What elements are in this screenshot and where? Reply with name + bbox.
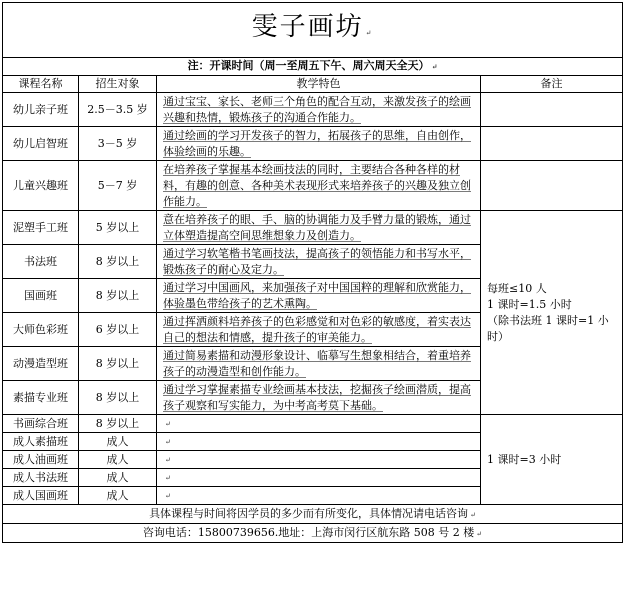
course-name: 成人书法班 <box>3 469 79 487</box>
course-name: 成人油画班 <box>3 451 79 469</box>
course-desc: ↵ <box>157 433 481 451</box>
footer-note: 具体课程与时间将因学员的多少而有所变化，具体情况请电话咨询 ↵ <box>3 505 623 524</box>
title-row <box>3 3 623 58</box>
course-desc: 通过绘画的学习开发孩子的智力，拓展孩子的思维，自由创作，体验绘画的乐趣。 <box>157 127 481 161</box>
course-desc: ↵ <box>157 469 481 487</box>
course-name: 国画班 <box>3 279 79 313</box>
table-row <box>3 211 623 245</box>
header-name: 课程名称 <box>3 76 79 93</box>
remark-empty <box>481 93 623 127</box>
course-name: 成人素描班 <box>3 433 79 451</box>
table-row <box>3 161 623 211</box>
course-desc: 通过学习中国画风，来加强孩子对中国国粹的理解和欣赏能力，体验墨色带给孩子的艺术熏陶。 <box>157 279 481 313</box>
footer-note-row <box>3 505 623 524</box>
course-age: 成人 <box>79 469 157 487</box>
course-age: 2.5－3.5 岁 <box>79 93 157 127</box>
course-age: 8 岁以上 <box>79 347 157 381</box>
course-age: 5－7 岁 <box>79 161 157 211</box>
remark-empty <box>481 127 623 161</box>
course-desc: ↵ <box>157 415 481 433</box>
note-row <box>3 58 623 76</box>
header-age: 招生对象 <box>79 76 157 93</box>
course-age: 成人 <box>79 433 157 451</box>
course-desc: 通过学习软笔楷书笔画技法，提高孩子的领悟能力和书写水平，锻炼孩子的耐心及定力。 <box>157 245 481 279</box>
header-row <box>3 76 623 93</box>
schedule-note: 注：开课时间（周一至周五下午、周六周天全天） ↵ <box>3 58 623 76</box>
course-desc: ↵ <box>157 451 481 469</box>
remark-lesson-length: 1 课时=1.5 小时 <box>487 297 572 311</box>
remark-lower: 1 课时=3 小时 <box>481 415 623 505</box>
course-age: 6 岁以上 <box>79 313 157 347</box>
remark-upper <box>481 211 623 415</box>
course-age: 8 岁以上 <box>79 415 157 433</box>
course-name: 泥塑手工班 <box>3 211 79 245</box>
course-age: 成人 <box>79 487 157 505</box>
course-desc: 通过挥洒颜料培养孩子的色彩感觉和对色彩的敏感度，着实表达自己的想法和情感，提升孩子的审美能力。 <box>157 313 481 347</box>
header-desc: 教学特色 <box>157 76 481 93</box>
contact-row <box>3 524 623 543</box>
course-name: 书法班 <box>3 245 79 279</box>
course-age: 8 岁以上 <box>79 381 157 415</box>
course-name: 书画综合班 <box>3 415 79 433</box>
table-row <box>3 415 623 433</box>
course-name: 幼儿启智班 <box>3 127 79 161</box>
course-age: 3－5 岁 <box>79 127 157 161</box>
remark-class-size: 每班≤10 人 <box>487 281 547 295</box>
course-desc: ↵ <box>157 487 481 505</box>
table-row <box>3 127 623 161</box>
course-age: 8 岁以上 <box>79 279 157 313</box>
course-name: 大师色彩班 <box>3 313 79 347</box>
remark-empty <box>481 161 623 211</box>
course-name: 动漫造型班 <box>3 347 79 381</box>
course-table <box>2 2 623 543</box>
header-remark: 备注 <box>481 76 623 93</box>
course-name: 素描专业班 <box>3 381 79 415</box>
course-desc: 在培养孩子掌握基本绘画技法的同时，主要结合各种各样的材料，有趣的创意、各种美术表现形式来培养孩子的兴趣及独立创作能力。 <box>157 161 481 211</box>
course-desc: 通过简易素描和动漫形象设计、临摹写生想象相结合，着重培养孩子的动漫造型和创作能力。 <box>157 347 481 381</box>
course-name: 成人国画班 <box>3 487 79 505</box>
course-age: 成人 <box>79 451 157 469</box>
course-desc: 通过学习掌握素描专业绘画基本技法，挖掘孩子绘画潜质，提高孩子观察和写实能力，为中考高考莫下基础。 <box>157 381 481 415</box>
course-desc: 意在培养孩子的眼、手、脑的协调能力及手臂力量的锻炼，通过立体塑造提高空间思维想象力及创造力。 <box>157 211 481 245</box>
course-age: 5 岁以上 <box>79 211 157 245</box>
page-title: 雯子画坊 ↵ <box>3 3 623 58</box>
course-name: 儿童兴趣班 <box>3 161 79 211</box>
course-name: 幼儿亲子班 <box>3 93 79 127</box>
table-row <box>3 93 623 127</box>
course-document <box>2 2 622 543</box>
remark-exception: （除书法班 1 课时=1 小时） <box>487 313 609 343</box>
course-desc: 通过宝宝、家长、老师三个角色的配合互动，来激发孩子的绘画兴趣和热情，锻炼孩子的沟通合作能力。 <box>157 93 481 127</box>
contact-info: 咨询电话：15800739656.地址：上海市闵行区航东路 508 号 2 楼 ↵ <box>3 524 623 543</box>
course-age: 8 岁以上 <box>79 245 157 279</box>
